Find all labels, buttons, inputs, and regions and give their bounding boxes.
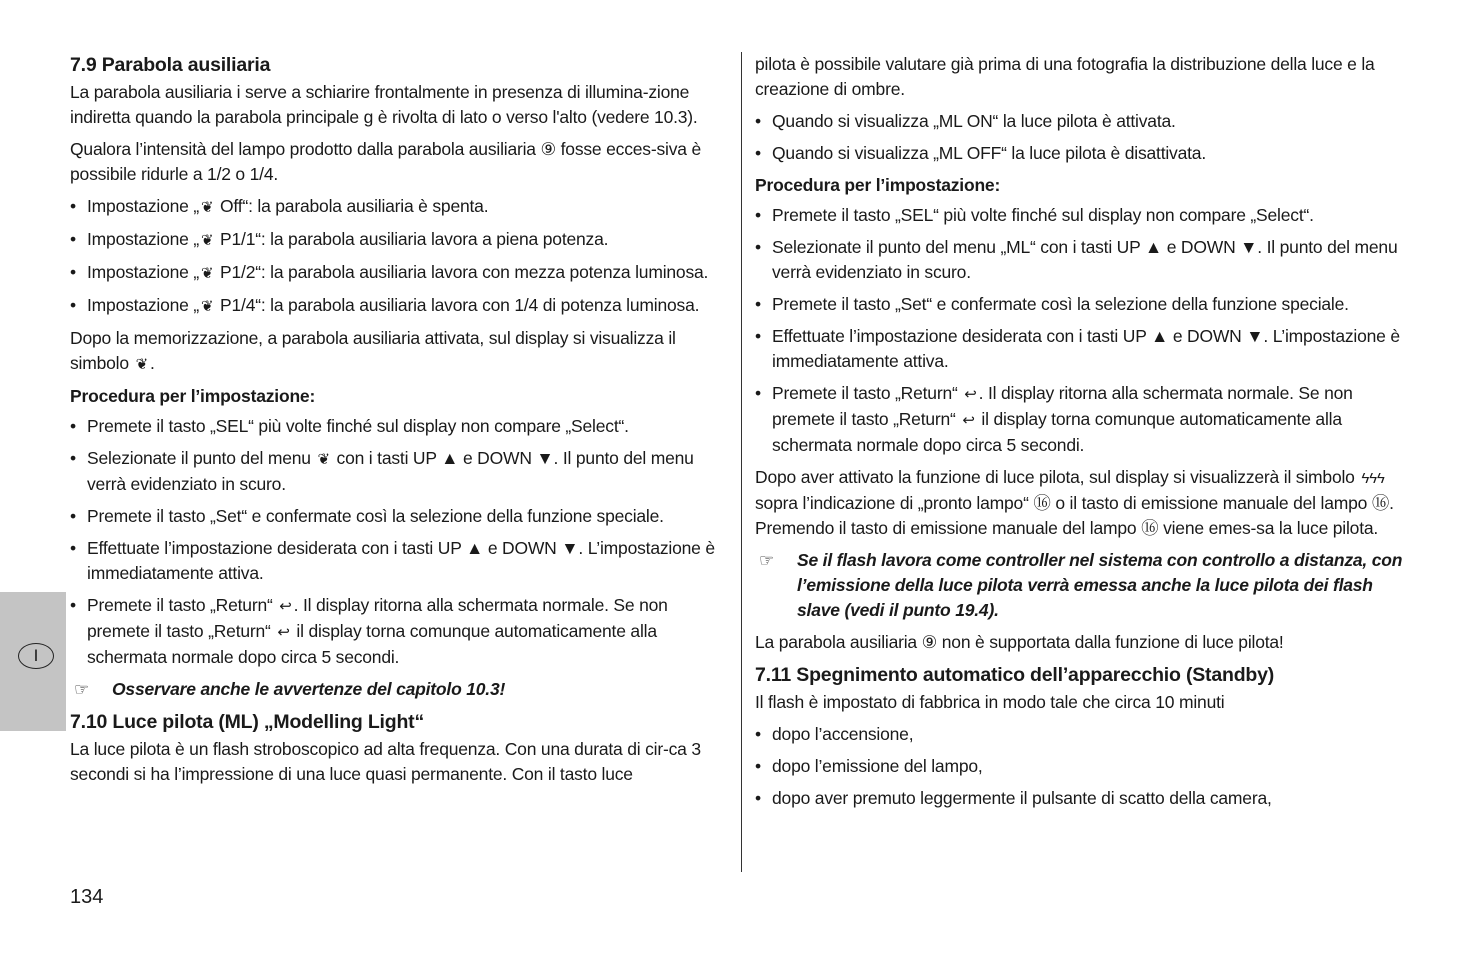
paragraph: Dopo la memorizzazione, a parabola ausiliaria attivata, sul display si visualizza il simbolo ❦ .: [70, 326, 730, 377]
list-item: • Premete il tasto „SEL“ più volte finché sul display non compare „Select“.: [70, 414, 730, 439]
right-column: [755, 52, 1420, 818]
pointing-hand-icon: ☞: [74, 680, 90, 699]
list-item: • Premete il tasto „Set“ e confermate così la selezione della funzione speciale.: [70, 504, 730, 529]
list-item: • Impostazione „ ❦ Off“: la parabola ausiliaria è spenta.: [70, 194, 730, 220]
page-number: 134: [70, 886, 104, 908]
aux-reflector-icon: ❦: [200, 199, 214, 216]
list-item: • Impostazione „ ❦ P1/2“: la parabola ausiliaria lavora con mezza potenza luminosa.: [70, 260, 730, 286]
section-title-7-11: 7.11 Spegnimento automatico dell’apparecchio (Standby): [755, 664, 1275, 686]
return-arrow-icon: ↩: [279, 598, 292, 615]
list-item: • dopo aver premuto leggermente il pulsante di scatto della camera,: [755, 786, 1420, 811]
standby-list: [755, 722, 1420, 811]
list-item: • Selezionate il punto del menu „ML“ con i tasti UP ▲ e DOWN ▼. Il punto del menu verrà evidenziato in scuro.: [755, 235, 1420, 285]
list-item: • Quando si visualizza „ML OFF“ la luce pilota è disattivata.: [755, 141, 1420, 166]
list-item: • Effettuate l’impostazione desiderata con i tasti UP ▲ e DOWN ▼. L’impostazione è immediatamente attiva.: [70, 536, 730, 586]
list-item: • Quando si visualizza „ML ON“ la luce pilota è attivata.: [755, 109, 1420, 134]
left-column: [70, 52, 730, 794]
list-item: • dopo l’accensione,: [755, 722, 1420, 747]
paragraph: Il flash è impostato di fabbrica in modo tale che circa 10 minuti: [755, 692, 1225, 712]
paragraph: La parabola ausiliaria ⑨ non è supportata dalla funzione di luce pilota!: [755, 632, 1284, 652]
settings-list: [70, 194, 730, 319]
paragraph: La parabola ausiliaria i serve a schiarire frontalmente in presenza di illumina-zione indiretta quando la parabola principale g è rivolta di lato o verso l'alto (vedere 10.3).: [70, 82, 698, 127]
section-title-7-10: 7.10 Luce pilota (ML) „Modelling Light“: [70, 711, 425, 733]
list-item: • Impostazione „ ❦ P1/4“: la parabola ausiliaria lavora con 1/4 di potenza luminosa.: [70, 293, 730, 319]
list-item: • Effettuate l’impostazione desiderata con i tasti UP ▲ e DOWN ▼. L’impostazione è immediatamente attiva.: [755, 324, 1420, 374]
list-item: • Selezionate il punto del menu ❦ con i tasti UP ▲ e DOWN ▼. Il punto del menu verrà evidenziato in scuro.: [70, 446, 730, 497]
paragraph: La luce pilota è un flash stroboscopico ad alta frequenza. Con una durata di cir-ca 3 secondi si ha l’impressione di una luce quasi permanente. Con il tasto luce: [70, 739, 701, 784]
procedure-heading: Procedura per l’impostazione:: [70, 386, 316, 406]
list-item: • Premete il tasto „Return“ ↩ . Il display ritorna alla schermata normale. Se non premete il tasto „Return“ ↩ il display torna comunque automaticamente alla schermata normale dopo circa 5 secondi.: [755, 381, 1420, 458]
list-item: • dopo l’emissione del lampo,: [755, 754, 1420, 779]
ml-status-list: [755, 109, 1420, 166]
section-title-7-9: 7.9 Parabola ausiliaria: [70, 54, 271, 76]
note: ☞ Osservare anche le avvertenze del capitolo 10.3!: [70, 677, 730, 702]
paragraph: Dopo aver attivato la funzione di luce pilota, sul display si visualizzerà il simbolo ϟϟϟ sopra l’indicazione di „pronto lampo“ ⑯ o il tasto di emissione manuale del lampo ⑯. Premendo il tasto di emissione manuale del lampo ⑯ viene emes-sa la luce pilota.: [755, 467, 1394, 538]
return-arrow-icon: ↩: [962, 412, 975, 429]
aux-reflector-icon: ❦: [200, 265, 214, 282]
procedure-heading: Procedura per l’impostazione:: [755, 175, 1001, 195]
aux-reflector-icon: ❦: [135, 356, 148, 373]
chapter-side-tab: [0, 592, 66, 731]
procedure-list: [755, 203, 1420, 458]
column-divider: [741, 52, 742, 872]
return-arrow-icon: ↩: [277, 624, 290, 641]
list-item: • Premete il tasto „SEL“ più volte finché sul display non compare „Select“.: [755, 203, 1420, 228]
procedure-list: [70, 414, 730, 670]
triple-flash-icon: ϟϟϟ: [1361, 470, 1385, 487]
aux-reflector-icon: ❦: [200, 298, 214, 315]
language-badge: I: [18, 643, 54, 669]
list-item: • Premete il tasto „Set“ e confermate così la selezione della funzione speciale.: [755, 292, 1420, 317]
note: ☞ Se il flash lavora come controller nel sistema con controllo a distanza, con l’emissione della luce pilota verrà emessa anche la luce pilota dei flash slave (vedi il punto 19.4).: [759, 550, 1403, 620]
aux-reflector-icon: ❦: [200, 232, 214, 249]
return-arrow-icon: ↩: [964, 386, 977, 403]
aux-reflector-icon: ❦: [317, 451, 330, 468]
paragraph: pilota è possibile valutare già prima di una fotografia la distribuzione della luce e la creazione di ombre.: [755, 54, 1375, 99]
list-item: • Premete il tasto „Return“ ↩ . Il display ritorna alla schermata normale. Se non premete il tasto „Return“ ↩ il display torna comunque automaticamente alla schermata normale dopo circa 5 secondi.: [70, 593, 730, 670]
paragraph: Qualora l’intensità del lampo prodotto dalla parabola ausiliaria ⑨ fosse ecces-siva è possibile ridurle a 1/2 o 1/4.: [70, 139, 701, 184]
pointing-hand-icon: ☞: [759, 551, 775, 570]
list-item: • Impostazione „ ❦ P1/1“: la parabola ausiliaria lavora a piena potenza.: [70, 227, 730, 253]
